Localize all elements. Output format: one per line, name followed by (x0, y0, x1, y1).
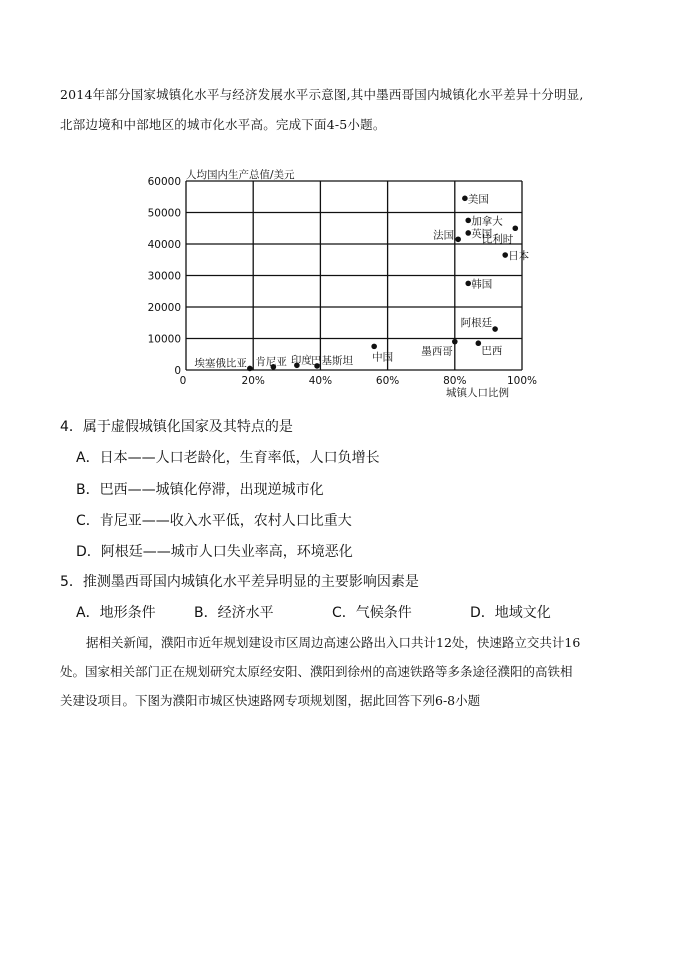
point-label: 中国 (372, 351, 394, 364)
point-label: 加拿大 (471, 215, 503, 228)
point-label: 美国 (467, 193, 489, 206)
data-point (452, 339, 458, 345)
para-line-3: 关建设项目。下图为濮阳市城区快速路网专项规划图，据此回答下列6-8小题 (60, 693, 481, 708)
para-line-1: 据相关新闻，濮阳市近年规划建设市区周边高速公路出入口共计12处，快速路立交共计16 (86, 635, 581, 650)
point-label: 印度 (290, 354, 312, 367)
point-label: 巴基斯坦 (311, 354, 354, 367)
data-point (462, 196, 468, 202)
data-point (247, 366, 253, 372)
para-line-2: 处。国家相关部门正在规划研究太原经安阳、濮阳到徐州的高速铁路等多条途径濮阳的高铁相 (60, 664, 573, 679)
intro-paragraph (60, 80, 648, 140)
point-label: 阿根廷 (460, 317, 493, 330)
point-label: 埃塞俄比亚 (194, 357, 247, 370)
point-label: 肯尼亚 (255, 355, 287, 368)
y-tick-labels (148, 176, 181, 377)
x-tick-label: 0 (179, 375, 187, 387)
q5-option-a: A．地形条件 (76, 605, 156, 621)
x-tick-label: 60% (375, 375, 400, 387)
question-5-stem: 5．推测墨西哥国内城镇化水平差异明显的主要影响因素是 (60, 574, 419, 590)
point-label: 比利时 (481, 233, 514, 246)
y-tick-label: 20000 (147, 302, 181, 314)
x-tick-label: 20% (241, 375, 265, 387)
q4-option-d: D．阿根廷——城市人口失业率高，环境恶化 (76, 544, 353, 560)
y-tick-label: 0 (174, 365, 181, 377)
point-label: 英国 (471, 227, 493, 240)
data-point (371, 344, 377, 350)
point-label: 日本 (508, 250, 530, 263)
data-point (465, 218, 471, 224)
chart-points (194, 192, 529, 371)
intro-line-1: 2014年部分国家城镇化水平与经济发展水平示意图,其中墨西哥国内城镇化水平差异十分明显, (60, 87, 584, 102)
y-tick-label: 30000 (147, 270, 181, 283)
data-point (476, 340, 482, 346)
q5-option-b: B．经济水平 (194, 605, 274, 621)
chart-svg (140, 160, 560, 400)
q4-option-b: B．巴西——城镇化停滞，出现逆城市化 (76, 482, 324, 498)
point-label: 巴西 (481, 345, 503, 358)
point-label: 韩国 (471, 278, 493, 291)
x-tick-label: 80% (443, 375, 467, 387)
intro-line-2: 北部边境和中部地区的城市化水平高。完成下面4-5小题。 (60, 117, 386, 132)
y-axis-label: 人均国内生产总值/美元 (186, 169, 295, 181)
q4-option-a: A．日本——人口老龄化，生育率低，人口负增长 (76, 450, 380, 466)
y-tick-label: 40000 (147, 239, 181, 251)
q5-option-c: C．气候条件 (332, 605, 412, 621)
chart-grid (186, 181, 522, 370)
data-point (512, 225, 518, 231)
x-tick-label: 40% (308, 375, 333, 387)
x-axis-label: 城镇人口比例 (446, 387, 509, 399)
data-point (465, 281, 471, 287)
q4-option-c: C．肯尼亚——收入水平低，农村人口比重大 (76, 513, 352, 529)
x-tick-label: 100% (506, 375, 538, 387)
data-point (455, 236, 461, 242)
data-point (492, 326, 498, 332)
point-label: 墨西哥 (421, 345, 453, 358)
data-point (465, 230, 471, 236)
paragraph-6-8 (60, 628, 650, 715)
q5-option-d: D．地域文化 (470, 605, 551, 621)
x-tick-labels (180, 375, 537, 387)
data-point (502, 252, 508, 258)
question-4-stem: 4．属于虚假城镇化国家及其特点的是 (60, 419, 293, 435)
point-label: 法国 (433, 229, 455, 242)
y-tick-label: 50000 (147, 207, 181, 220)
y-tick-label: 10000 (147, 333, 181, 346)
y-tick-label: 60000 (147, 176, 181, 188)
scatter-chart (140, 160, 560, 400)
